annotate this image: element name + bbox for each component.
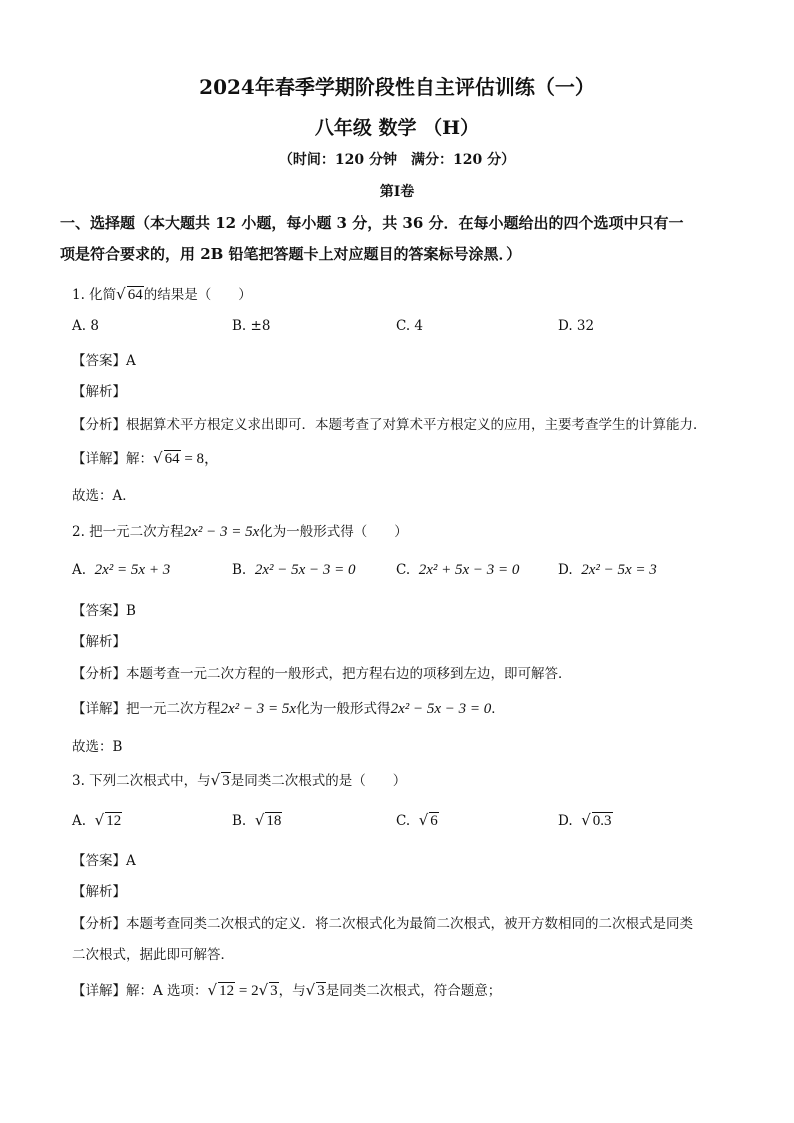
q2-option-a: A. 2x² = 5x + 3: [72, 562, 171, 578]
q2-analysis-head: 【解析】: [72, 634, 126, 650]
q3-detail: 【详解】解：A 选项：√ 12 = 2√ 3，与√ 3是同类二次根式，符合题意；: [72, 981, 502, 999]
q2-option-d: D. 2x² − 5x = 3: [558, 562, 657, 578]
q2-option-c: C. 2x² + 5x − 3 = 0: [396, 562, 520, 578]
q1-option-a: A. 8: [72, 318, 99, 334]
exam-subtitle: 八年级 数学 （H）: [314, 117, 480, 139]
q3-analysis-line2: 二次根式，据此即可解答．: [72, 947, 234, 963]
q1-analysis-head: 【解析】: [72, 384, 126, 400]
q1-stem: 1. 化简√ 64的结果是（ ）: [72, 285, 252, 303]
section-heading-line1: 一、选择题（本大题共 12 小题，每小题 3 分，共 36 分．在每小题给出的四个选项中只有一: [60, 214, 684, 232]
exam-title: 2024年春季学期阶段性自主评估训练（一）: [199, 75, 595, 99]
sqrt-symbol: √: [153, 449, 163, 467]
q3-analysis-head: 【解析】: [72, 884, 126, 900]
q1-radicand: 64: [127, 287, 143, 303]
q3-answer: 【答案】A: [72, 853, 136, 869]
exam-meta: （时间：120 分钟 满分：120 分）: [278, 152, 516, 168]
q3-option-b: B. √ 18: [232, 811, 282, 829]
q2-choose: 故选：B: [72, 739, 123, 755]
q3-option-a: A. √ 12: [72, 811, 122, 829]
q1-choose: 故选：A．: [72, 488, 136, 504]
q1-option-c: C. 4: [396, 318, 424, 334]
q1-option-d: D. 32: [558, 318, 595, 334]
q2-analysis: 【分析】本题考查一元二次方程的一般形式，把方程右边的项移到左边，即可解答．: [72, 666, 572, 682]
q3-stem: 3. 下列二次根式中，与√ 3是同类二次根式的是（ ）: [72, 771, 407, 789]
sqrt-symbol: √: [116, 285, 126, 303]
sqrt-symbol: √: [210, 771, 221, 789]
q1-answer: 【答案】A: [72, 353, 136, 369]
q2-detail: 【详解】把一元二次方程2x² − 3 = 5x化为一般形式得2x² − 5x − 3 = 0．: [72, 701, 505, 717]
q1-analysis: 【分析】根据算术平方根定义求出即可．本题考查了对算术平方根定义的应用，主要考查学生的计算能力．: [72, 417, 707, 433]
q2-option-b: B. 2x² − 5x − 3 = 0: [232, 562, 356, 578]
q2-answer: 【答案】B: [72, 603, 136, 619]
q3-option-c: C. √ 6: [396, 811, 438, 829]
q1-option-b: B. ±8: [232, 318, 271, 334]
q3-analysis-line1: 【分析】本题考查同类二次根式的定义．将二次根式化为最简二次根式，被开方数相同的二次根式是同类: [72, 916, 693, 932]
volume-label: 第Ⅰ卷: [379, 184, 415, 200]
q3-option-d: D. √ 0.3: [558, 811, 612, 829]
q2-stem: 2. 把一元二次方程2x² − 3 = 5x化为一般形式得（ ）: [72, 524, 408, 540]
q1-detail: 【详解】解：√ 64 = 8，: [72, 449, 220, 467]
section-heading-line2: 项是符合要求的，用 2B 铅笔把答题卡上对应题目的答案标号涂黑．）: [60, 245, 522, 263]
